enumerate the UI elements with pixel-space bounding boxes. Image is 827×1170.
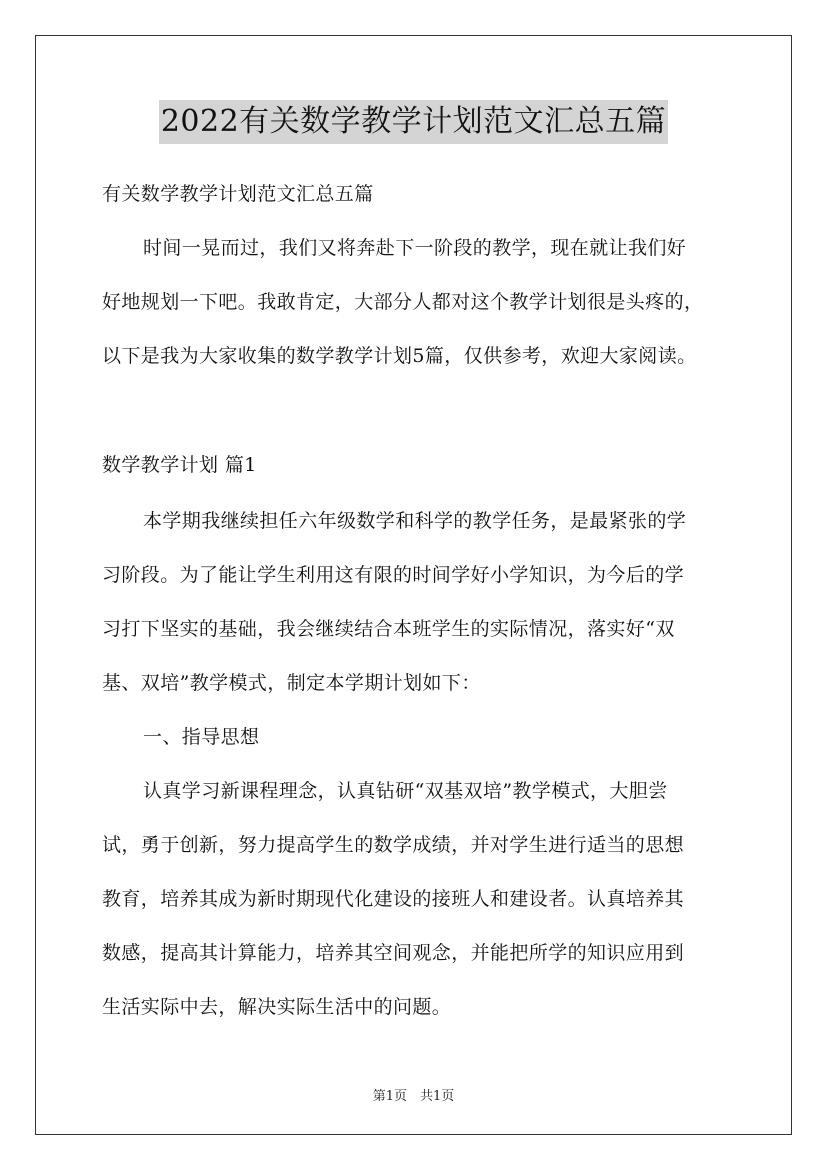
section-line: 基、双培”教学模式，制定本学期计划如下：	[102, 672, 481, 694]
intro-line: 时间一晃而过，我们又将奔赴下一阶段的教学，现在就让我们好	[143, 237, 687, 259]
intro-line: 好地规划一下吧。我敢肯定，大部分人都对这个教学计划很是头疼的，	[102, 291, 704, 313]
title-container	[0, 100, 827, 144]
document-subtitle: 有关数学教学计划范文汇总五篇	[102, 183, 374, 205]
document-title: 2022有关数学教学计划范文汇总五篇	[159, 100, 668, 144]
guiding-line: 数感，提高其计算能力，培养其空间观念，并能把所学的知识应用到	[102, 942, 685, 964]
guiding-line: 认真学习新课程理念，认真钻研“双基双培”教学模式，大胆尝	[143, 780, 668, 802]
section-line: 习打下坚实的基础，我会继续结合本班学生的实际情况，落实好“双	[102, 618, 675, 640]
section-heading: 数学教学计划 篇1	[102, 454, 257, 476]
guiding-line: 教育，培养其成为新时期现代化建设的接班人和建设者。认真培养其	[102, 888, 685, 910]
section-line: 本学期我继续担任六年级数学和科学的教学任务，是最紧张的学	[143, 510, 687, 532]
page-footer: 第1页 共1页	[372, 1089, 455, 1104]
intro-line: 以下是我为大家收集的数学教学计划5篇，仅供参考，欢迎大家阅读。	[102, 345, 697, 367]
guiding-line: 试，勇于创新，努力提高学生的数学成绩，并对学生进行适当的思想	[102, 834, 685, 856]
subheading: 一、指导思想	[143, 726, 260, 748]
section-line: 习阶段。为了能让学生利用这有限的时间学好小学知识，为今后的学	[102, 564, 685, 586]
guiding-line: 生活实际中去，解决实际生活中的问题。	[102, 996, 452, 1018]
